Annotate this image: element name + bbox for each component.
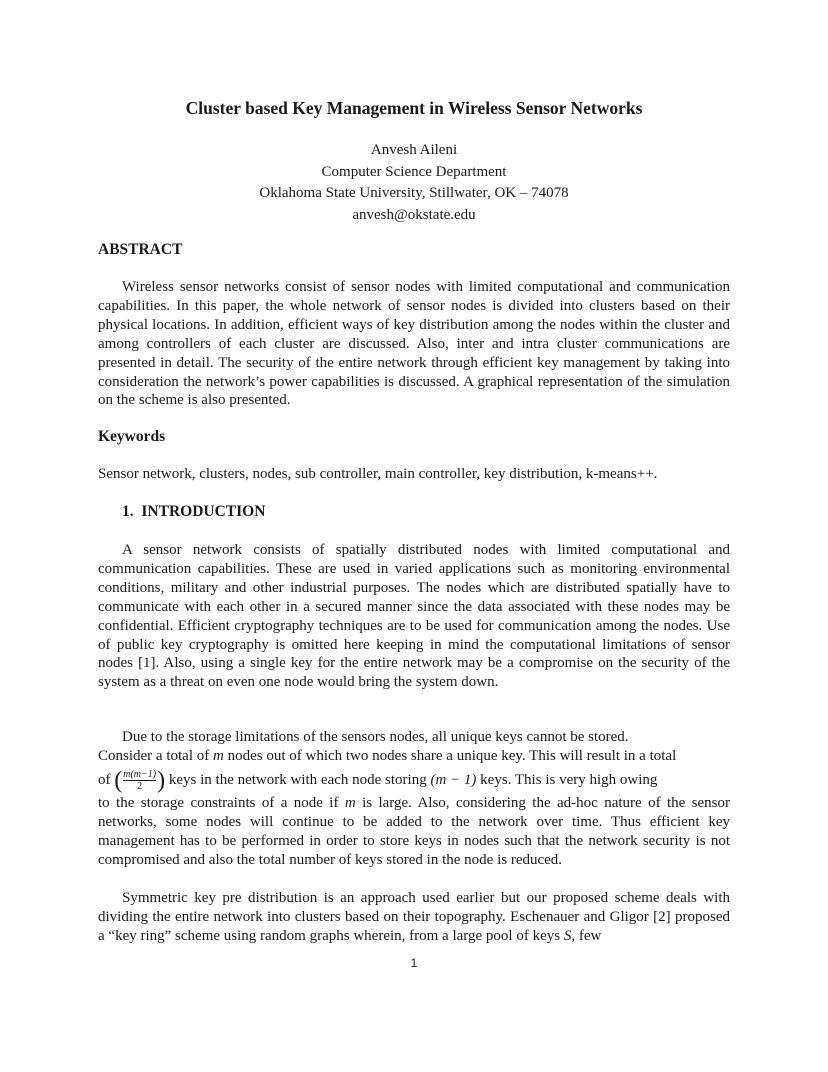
p2-rest-b: is large. Also, considering the ad-hoc nature of the sensor networks, some nodes will continue to be added to the network over time. Thus efficient key management has to be performed in order to store keys in nodes such that the network security is not compromised and also the total number of keys stored in the node is reduced. — [98, 795, 730, 868]
keywords-text: Sensor network, clusters, nodes, sub controller, main controller, key distribution, k-means++. — [98, 466, 658, 482]
fraction-denominator: 2 — [123, 780, 156, 792]
eq-mid-text: keys in the network with each node storing — [165, 772, 431, 788]
eq-end-text: keys. This is very high owing — [476, 772, 658, 788]
p2-rest-var-m: m — [344, 795, 356, 811]
paper-title: Cluster based Key Management in Wireless Sensor Networks — [185, 98, 643, 118]
p2-var-m: m — [212, 748, 224, 764]
intro-paragraph-2-line-2 — [98, 747, 730, 766]
intro-paragraph-2-line-1: Due to the storage limitations of the sensors nodes, all unique keys cannot be stored. — [122, 729, 629, 745]
eq-expression: (m − 1) — [430, 772, 477, 788]
author-email: anvesh@okstate.edu — [352, 206, 476, 223]
fraction — [123, 769, 156, 792]
author-name: Anvesh Aileni — [370, 142, 458, 158]
p3-text-a: Symmetric key pre distribution is an approach used earlier but our proposed scheme deals with dividing the entire network into clusters based on their topography. Eschenauer and Gligor [2] proposed a “key ring” scheme using random graphs wherein, from a large pool of keys — [98, 890, 730, 944]
p3-text-b: few — [575, 927, 602, 944]
p2-text-a: Consider a total of — [98, 748, 213, 764]
intro-paragraph-3 — [98, 889, 730, 946]
page-number: 1 — [410, 956, 418, 970]
abstract-heading: ABSTRACT — [98, 241, 183, 258]
intro-paragraph-1: A sensor network consists of spatially distributed nodes with limited computational and communication capabilities. These are used in varied applications such as monitoring environmental conditions, military and other industrial purposes. The nodes which are distributed spatially have to communicate with each other in a secured manner since the data associated with these nodes may be confidential. Efficient cryptography techniques are to be used for communication among the nodes. Use of public key cryptography is omitted here keeping in mind the computational limitations of sensor nodes [1]. Also, using a single key for the entire network may be a compromise on the security of the system as a threat on even one node would bring the system down. — [98, 542, 730, 691]
equation-line — [98, 766, 730, 794]
introduction-heading: 1. INTRODUCTION — [122, 503, 266, 520]
intro-paragraph-2-rest — [98, 794, 730, 870]
p2-text-b: nodes out of which two nodes share a unique key. This will result in a total — [223, 748, 677, 764]
author-department: Computer Science Department — [321, 163, 507, 180]
close-paren: ) — [157, 767, 166, 794]
p3-var-s: S, — [563, 927, 576, 944]
eq-of-text: of — [98, 772, 115, 788]
open-paren: ( — [114, 767, 123, 794]
keywords-heading: Keywords — [98, 428, 166, 445]
fraction-numerator: m(m−1) — [123, 769, 157, 781]
p2-rest-a: to the storage constraints of a node if — [98, 795, 345, 811]
author-affiliation: Oklahoma State University, Stillwater, OK – 74078 — [259, 185, 569, 201]
author-block — [0, 140, 828, 226]
abstract-text: Wireless sensor networks consist of sensor nodes with limited computational and communication capabilities. In this paper, the whole network of sensor nodes is divided into clusters based on their physical locations. In addition, efficient ways of key distribution among the nodes within the cluster and among controllers of each cluster are discussed. Also, inter and intra cluster communications are presented in detail. The security of the entire network through efficient key management by taking into consideration the network’s power capabilities is discussed. A graphical representation of the simulation on the scheme is also presented. — [98, 279, 730, 409]
